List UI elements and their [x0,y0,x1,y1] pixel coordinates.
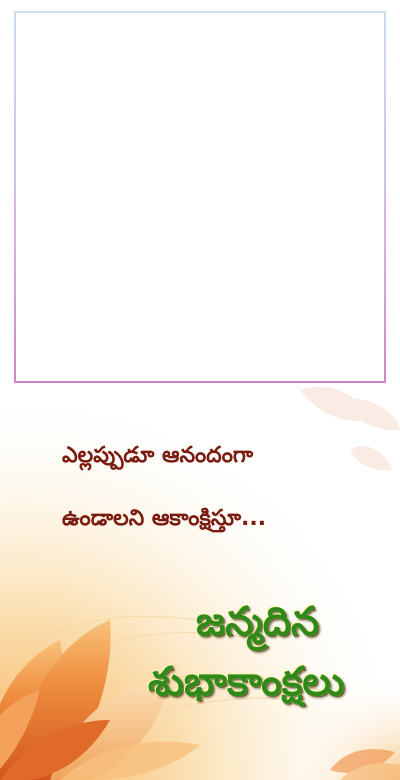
photo-frame[interactable] [14,11,386,383]
wish-message-line-2: ఉండాలని ఆకాంక్షిస్తూ... [62,506,267,531]
wish-message-line-1: ఎల్లప్పుడూ ఆనందంగా [62,443,254,468]
photo-placeholder[interactable] [16,13,384,381]
birthday-greeting-line-2: శుభాకాంక్షలు [148,658,345,705]
birthday-greeting-line-1: జన్మదిన [196,598,320,645]
